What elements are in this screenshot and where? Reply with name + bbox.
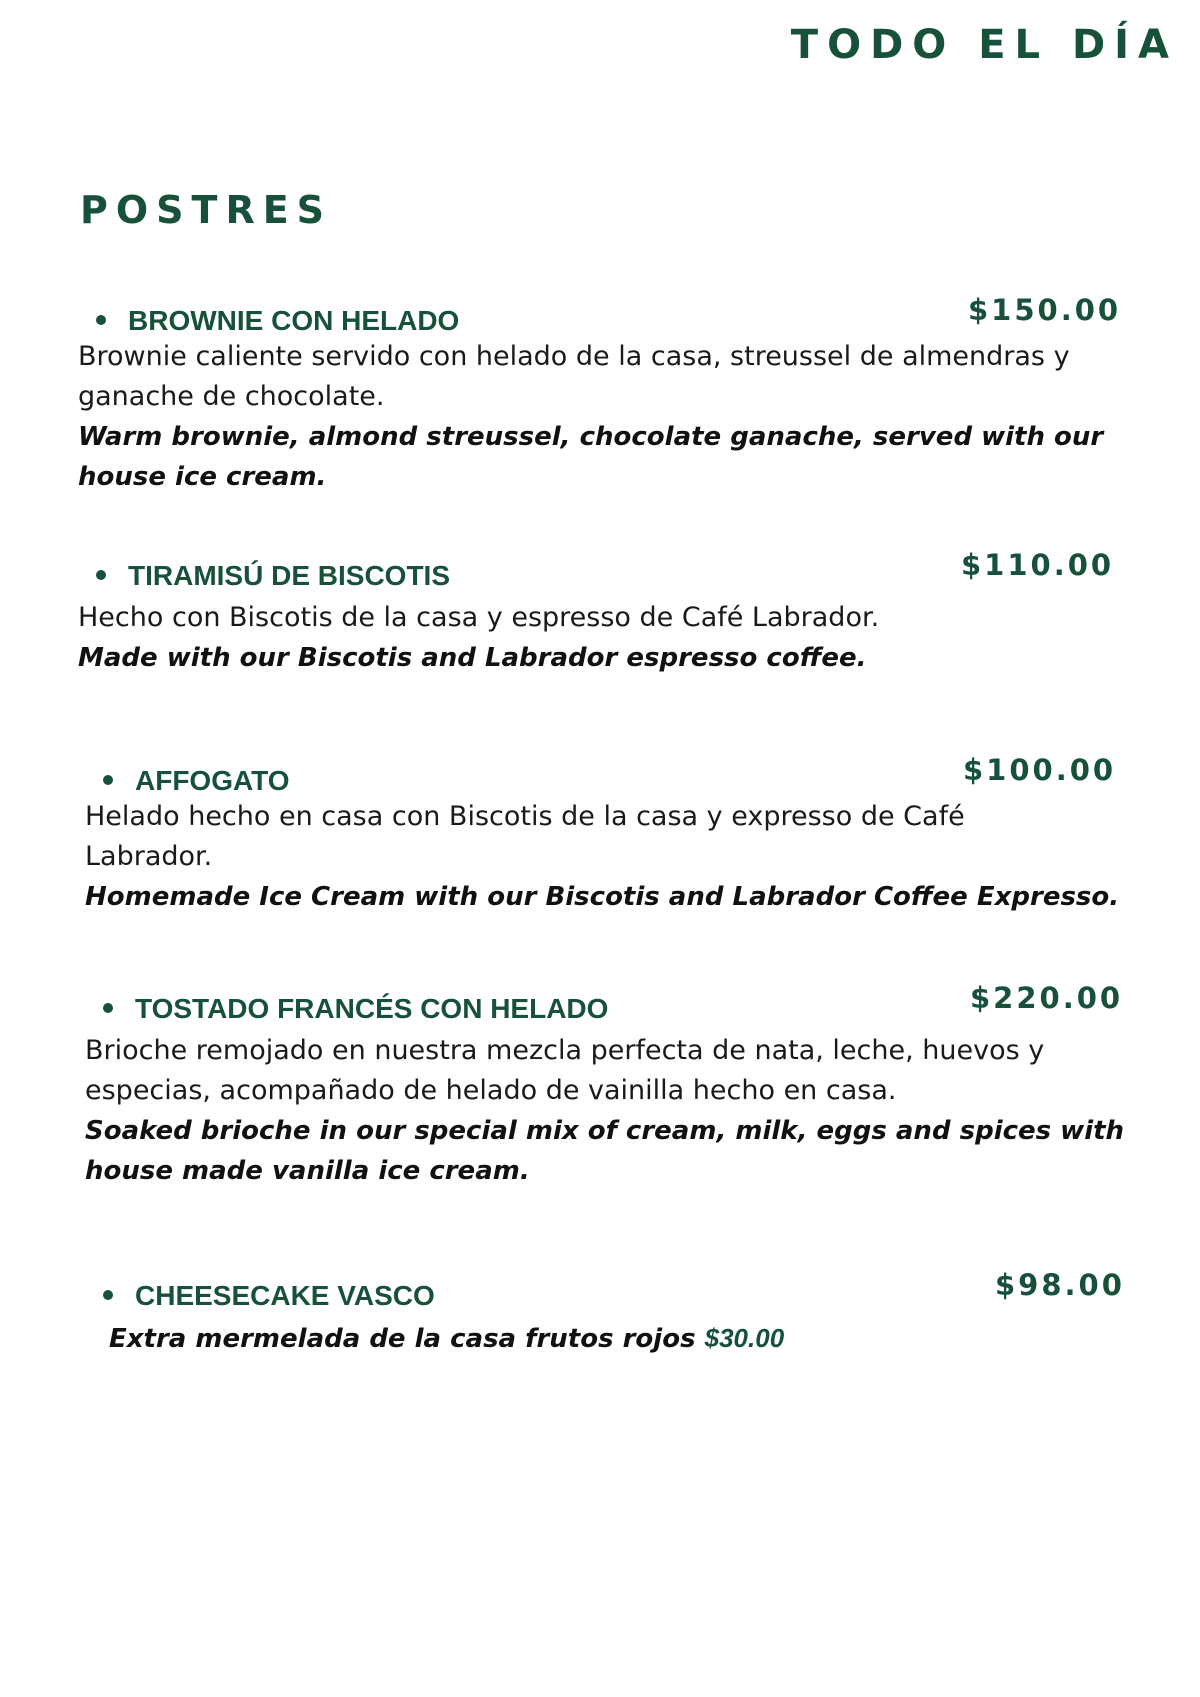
item-description-en: Warm brownie, almond streussel, chocolate ganache, served with our house ice cream.: [78, 422, 1104, 492]
item-price: $100.00: [963, 753, 1117, 787]
item-name: AFFOGATO: [135, 765, 290, 796]
item-description-es: Hecho con Biscotis de la casa y espresso de Café Labrador.: [78, 602, 880, 633]
item-price: $98.00: [995, 1268, 1125, 1302]
item-price: $220.00: [970, 981, 1124, 1015]
section-title: POSTRES: [80, 188, 333, 232]
item-description-es: Brownie caliente servido con helado de la casa, streussel de almendras y ganache de chocolate.: [78, 341, 1070, 412]
bullet-icon: [103, 1003, 113, 1013]
item-extra: [109, 1318, 1149, 1359]
item-description-es: Helado hecho en casa con Biscotis de la casa y expresso de Café Labrador.: [85, 801, 965, 872]
item-extra-price: $30.00: [704, 1323, 785, 1353]
bullet-icon: [96, 315, 106, 325]
item-extra-text: Extra mermelada de la casa frutos rojos: [109, 1324, 696, 1354]
bullet-icon: [103, 1290, 113, 1300]
item-description-en: Soaked brioche in our special mix of cream, milk, eggs and spices with house made vanilla ice cream.: [85, 1116, 1125, 1186]
item-description-en: Made with our Biscotis and Labrador espresso coffee.: [78, 643, 867, 673]
bullet-icon: [103, 775, 113, 785]
item-price: $110.00: [961, 548, 1115, 582]
item-name: BROWNIE CON HELADO: [128, 305, 460, 336]
page-header-title: TODO EL DÍA: [790, 22, 1178, 68]
item-name: TOSTADO FRANCÉS CON HELADO: [135, 993, 609, 1024]
bullet-icon: [96, 570, 106, 580]
item-description-es: Brioche remojado en nuestra mezcla perfecta de nata, leche, huevos y especias, acompañado de helado de vainilla hecho en casa.: [85, 1035, 1045, 1106]
item-price: $150.00: [968, 293, 1122, 327]
item-name: TIRAMISÚ DE BISCOTIS: [128, 560, 451, 591]
item-name: CHEESECAKE VASCO: [135, 1280, 435, 1311]
item-description-en: Homemade Ice Cream with our Biscotis and Labrador Coffee Expresso.: [85, 882, 1120, 912]
